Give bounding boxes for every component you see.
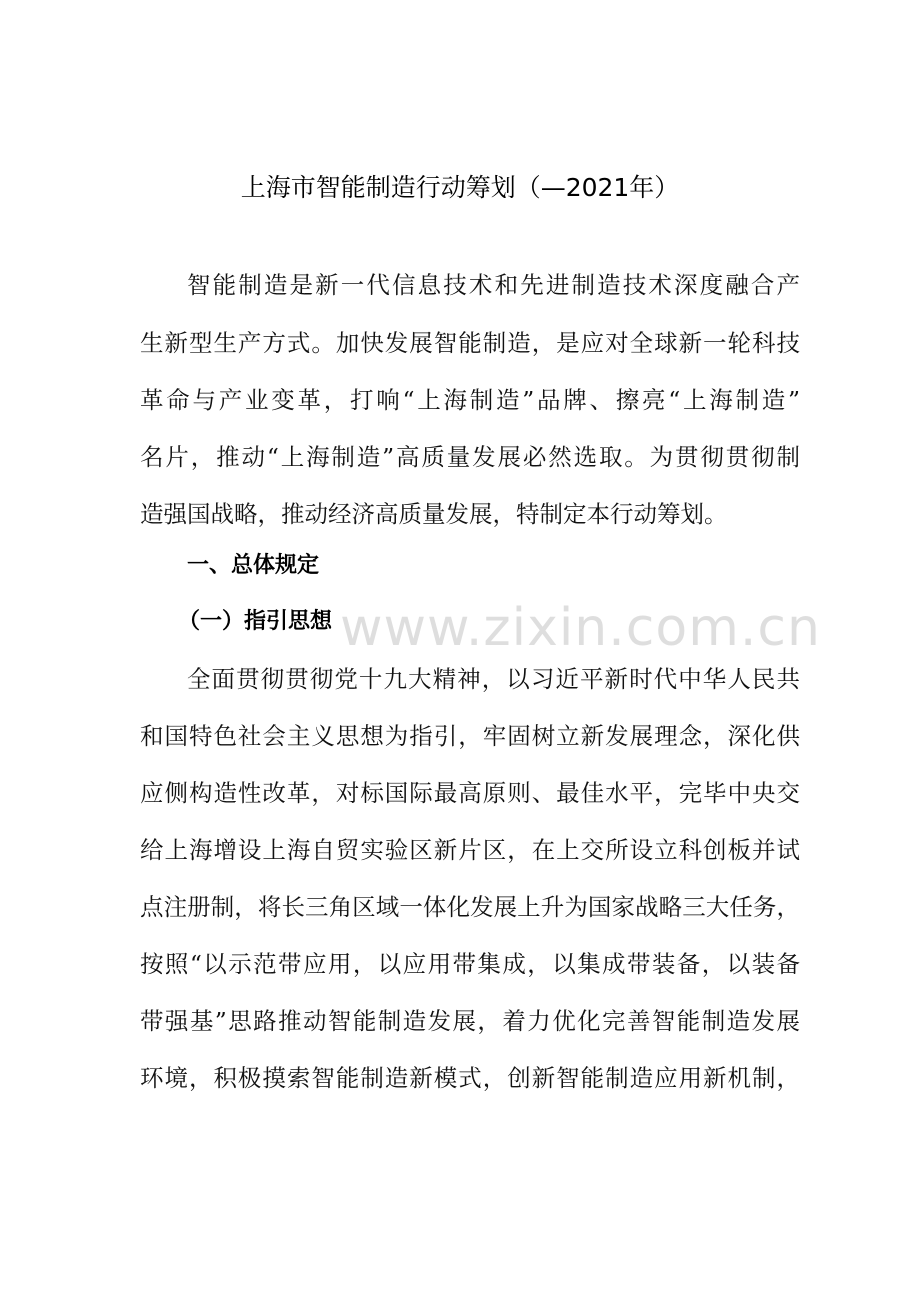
body-line-2: 和国特色社会主义思想为指引，牢固树立新发展理念，深化供 — [140, 722, 800, 750]
section-heading: 一、总体规定 — [187, 553, 320, 578]
watermark-text: www.zixin.com.cn — [340, 598, 821, 658]
body-line-7: 带强基”思路推动智能制造发展，着力优化完善智能制造发展 — [140, 1007, 800, 1035]
body-line-5: 点注册制，将长三角区域一体化发展上升为国家战略三大任务， — [140, 893, 800, 921]
body-line-8: 环境，积极摸索智能制造新模式，创新智能制造应用新机制， — [140, 1064, 800, 1092]
intro-line-4: 名片，推动“上海制造”高质量发展必然选取。为贯彻贯彻制 — [140, 443, 800, 471]
intro-line-2: 生新型生产方式。加快发展智能制造，是应对全球新一轮科技 — [140, 329, 800, 357]
body-line-4: 给上海增设上海自贸实验区新片区，在上交所设立科创板并试 — [140, 836, 800, 864]
intro-line-5: 造强国战略，推动经济高质量发展，特制定本行动筹划。 — [140, 500, 728, 528]
body-line-6: 按照“以示范带应用，以应用带集成，以集成带装备，以装备 — [140, 950, 800, 978]
intro-line-1: 智能制造是新一代信息技术和先进制造技术深度融合产 — [187, 271, 800, 299]
document-title: 上海市智能制造行动筹划（—2021年） — [240, 173, 680, 202]
body-line-1: 全面贯彻贯彻党十九大精神，以习近平新时代中华人民共 — [187, 665, 800, 693]
subsection-heading: （一）指引思想 — [178, 609, 333, 634]
body-line-3: 应侧构造性改革，对标国际最高原则、最佳水平，完毕中央交 — [140, 779, 800, 807]
intro-line-3: 革命与产业变革，打响“上海制造”品牌、擦亮“上海制造” — [140, 386, 800, 414]
